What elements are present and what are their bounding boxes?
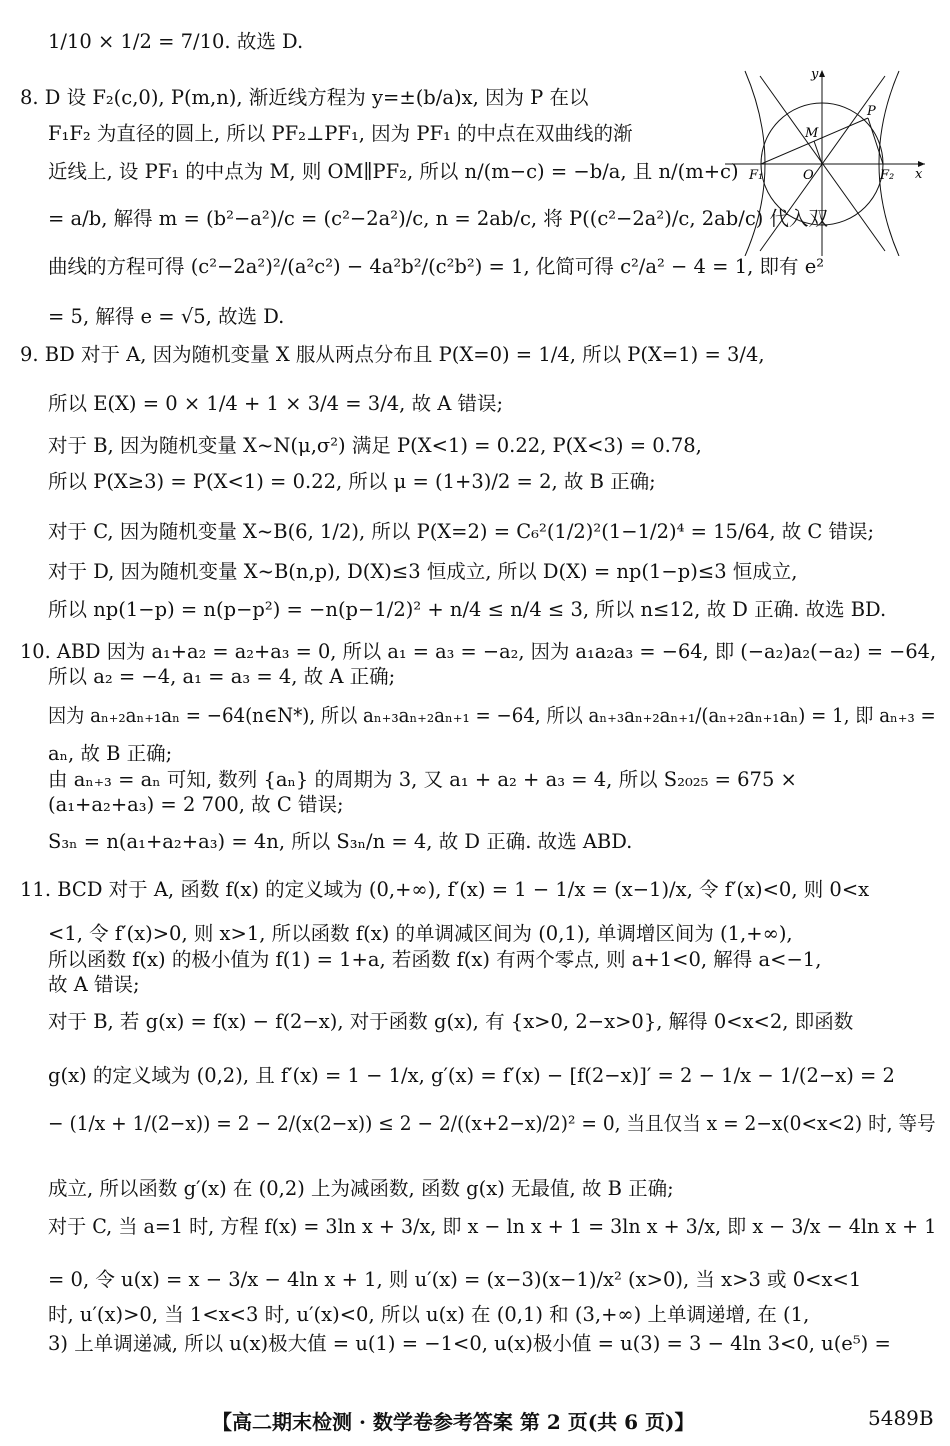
label-o: O: [803, 168, 814, 183]
text-line: 对于 B, 若 g(x) = f(x) − f(2−x), 对于函数 g(x), 有 {x>0, 2−x>0}, 解得 0<x<2, 即函数: [48, 1010, 854, 1033]
label-y: y: [811, 67, 819, 82]
label-m: M: [805, 126, 819, 141]
text-line: (a₁+a₂+a₃) = 2 700, 故 C 错误;: [48, 793, 344, 816]
text-line: 成立, 所以函数 g′(x) 在 (0,2) 上为减函数, 函数 g(x) 无最值, 故 B 正确;: [48, 1177, 674, 1200]
text-line: g(x) 的定义域为 (0,2), 且 f′(x) = 1 − 1/x, g′(x) = f′(x) − [f(2−x)]′ = 2 − 1/x − 1/(2−x) = 2: [48, 1064, 895, 1087]
label-f2: F₂: [880, 168, 895, 183]
label-x: x: [915, 167, 923, 182]
paper-code: 5489B: [868, 1406, 934, 1430]
text-line: 1/10 × 1/2 = 7/10. 故选 D.: [48, 30, 304, 53]
text-line: 故 A 错误;: [48, 973, 140, 996]
hyperbola-circle-diagram: [725, 66, 930, 256]
label-f1: F₁: [749, 168, 764, 183]
text-line: 10. ABD 因为 a₁+a₂ = a₂+a₃ = 0, 所以 a₁ = a₃ = −a₂, 因为 a₁a₂a₃ = −64, 即 (−a₂)a₂(−a₂) = −64,: [20, 640, 937, 663]
text-line: 11. BCD 对于 A, 函数 f(x) 的定义域为 (0,+∞), f′(x) = 1 − 1/x = (x−1)/x, 令 f′(x)<0, 则 0<x: [20, 878, 870, 901]
text-line: − (1/x + 1/(2−x)) = 2 − 2/(x(2−x)) ≤ 2 − 2/((x+2−x)/2)² = 0, 当且仅当 x = 2−x(0<x<2) 时, 等号: [48, 1112, 936, 1135]
text-line: 曲线的方程可得 (c²−2a²)²/(a²c²) − 4a²b²/(c²b²) = 1, 化简可得 c²/a² − 4 = 1, 即有 e²: [48, 255, 825, 278]
text-line: 对于 D, 因为随机变量 X~B(n,p), D(X)≤3 恒成立, 所以 D(X) = np(1−p)≤3 恒成立,: [48, 560, 798, 583]
text-line: 所以 E(X) = 0 × 1/4 + 1 × 3/4 = 3/4, 故 A 错误;: [48, 392, 504, 415]
y-axis-arrow: [819, 70, 825, 77]
text-line: 对于 B, 因为随机变量 X~N(μ,σ²) 满足 P(X<1) = 0.22, P(X<3) = 0.78,: [48, 434, 702, 457]
label-p: P: [867, 104, 876, 119]
segment-pf2: [868, 118, 883, 164]
text-line: F₁F₂ 为直径的圆上, 所以 PF₂⊥PF₁, 因为 PF₁ 的中点在双曲线的渐: [48, 122, 633, 145]
text-line: 时, u′(x)>0, 当 1<x<3 时, u′(x)<0, 所以 u(x) 在 (0,1) 和 (3,+∞) 上单调递增, 在 (1,: [48, 1303, 810, 1326]
page-footer: 【高二期末检测 · 数学卷参考答案 第 2 页(共 6 页)】: [212, 1410, 695, 1434]
text-line: aₙ, 故 B 正确;: [48, 742, 173, 765]
text-line: 由 aₙ₊₃ = aₙ 可知, 数列 {aₙ} 的周期为 3, 又 a₁ + a₂ + a₃ = 4, 所以 S₂₀₂₅ = 675 ×: [48, 768, 797, 791]
text-line: 对于 C, 当 a=1 时, 方程 f(x) = 3ln x + 3/x, 即 x − ln x + 1 = 3ln x + 3/x, 即 x − 3/x − 4ln x + 1: [48, 1215, 937, 1238]
text-line: 8. D 设 F₂(c,0), P(m,n), 渐近线方程为 y=±(b/a)x, 因为 P 在以: [20, 86, 589, 109]
text-line: = a/b, 解得 m = (b²−a²)/c = (c²−2a²)/c, n = 2ab/c, 将 P((c²−2a²)/c, 2ab/c) 代入双: [48, 207, 829, 230]
text-line: S₃ₙ = n(a₁+a₂+a₃) = 4n, 所以 S₃ₙ/n = 4, 故 D 正确. 故选 ABD.: [48, 830, 633, 853]
text-line: 所以 a₂ = −4, a₁ = a₃ = 4, 故 A 正确;: [48, 665, 396, 688]
text-line: 9. BD 对于 A, 因为随机变量 X 服从两点分布且 P(X=0) = 1/4, 所以 P(X=1) = 3/4,: [20, 343, 765, 366]
text-line: <1, 令 f′(x)>0, 则 x>1, 所以函数 f(x) 的单调减区间为 (0,1), 单调增区间为 (1,+∞),: [48, 922, 793, 945]
text-line: 3) 上单调递减, 所以 u(x)极大值 = u(1) = −1<0, u(x)极小值 = u(3) = 3 − 4ln 3<0, u(e⁵) =: [48, 1332, 891, 1355]
text-line: = 5, 解得 e = √5, 故选 D.: [48, 305, 285, 328]
text-line: 所以 np(1−p) = n(p−p²) = −n(p−1/2)² + n/4 ≤ n/4 ≤ 3, 所以 n≤12, 故 D 正确. 故选 BD.: [48, 598, 887, 621]
text-line: = 0, 令 u(x) = x − 3/x − 4ln x + 1, 则 u′(x) = (x−3)(x−1)/x² (x>0), 当 x>3 或 0<x<1: [48, 1268, 862, 1291]
text-line: 近线上, 设 PF₁ 的中点为 M, 则 OM∥PF₂, 所以 n/(m−c) = −b/a, 且 n/(m+c): [48, 160, 739, 183]
text-line: 所以 P(X≥3) = P(X<1) = 0.22, 所以 μ = (1+3)/2 = 2, 故 B 正确;: [48, 470, 656, 493]
text-line: 对于 C, 因为随机变量 X~B(6, 1/2), 所以 P(X=2) = C₆²(1/2)²(1−1/2)⁴ = 15/64, 故 C 错误;: [48, 520, 875, 543]
text-line: 因为 aₙ₊₂aₙ₊₁aₙ = −64(n∈N*), 所以 aₙ₊₃aₙ₊₂aₙ₊₁ = −64, 所以 aₙ₊₃aₙ₊₂aₙ₊₁/(aₙ₊₂aₙ₊₁aₙ) = 1, 即 aₙ₊₃ =: [48, 704, 936, 727]
text-line: 所以函数 f(x) 的极小值为 f(1) = 1+a, 若函数 f(x) 有两个零点, 则 a+1<0, 解得 a<−1,: [48, 948, 822, 971]
